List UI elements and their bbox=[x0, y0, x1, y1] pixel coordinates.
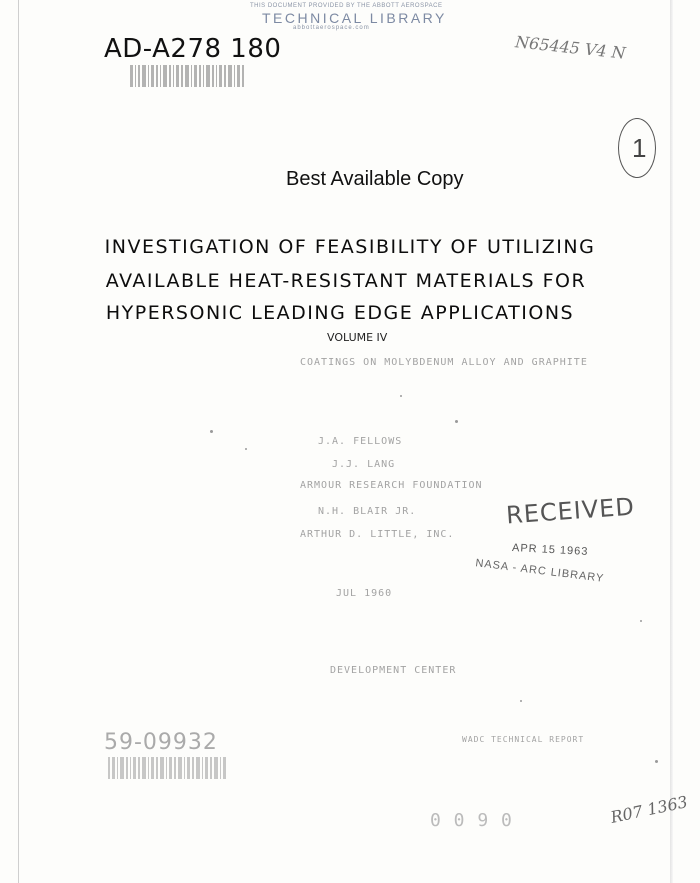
scan-speck bbox=[245, 448, 247, 450]
scan-speck bbox=[455, 420, 458, 423]
title-line-3: HYPERSONIC LEADING EDGE APPLICATIONS bbox=[105, 302, 575, 324]
library-url: abbottaerospace.com bbox=[293, 25, 370, 31]
scan-speck bbox=[210, 430, 213, 433]
scan-speck bbox=[400, 395, 402, 397]
best-available-copy-label: Best Available Copy bbox=[286, 168, 464, 190]
received-stamp: RECEIVED bbox=[505, 492, 636, 530]
handwritten-accession-number: N65445 V4 N bbox=[514, 32, 627, 63]
bottom-document-number: 59-09932 bbox=[104, 730, 218, 755]
ad-number: AD-A278 180 bbox=[104, 34, 282, 64]
scan-speck bbox=[655, 760, 658, 763]
received-stamp-date: APR 15 1963 bbox=[511, 542, 589, 558]
faint-report-label: WADC TECHNICAL REPORT bbox=[462, 735, 585, 744]
title-line-1: INVESTIGATION OF FEASIBILITY OF UTILIZING bbox=[104, 236, 596, 258]
faint-bottom-number: 0 0 9 0 bbox=[430, 810, 513, 831]
handwritten-bottom-note: R07 1363 bbox=[608, 792, 690, 827]
circled-number: 1 bbox=[632, 133, 647, 163]
faint-author-3: N.H. BLAIR JR. bbox=[318, 506, 417, 517]
scan-speck bbox=[520, 700, 522, 702]
faint-subtitle: COATINGS ON MOLYBDENUM ALLOY AND GRAPHITE bbox=[300, 357, 588, 368]
volume-label: VOLUME IV bbox=[327, 331, 388, 344]
faint-date: JUL 1960 bbox=[336, 588, 393, 599]
faint-organization-1: ARMOUR RESEARCH FOUNDATION bbox=[300, 480, 483, 491]
provider-note: THIS DOCUMENT PROVIDED BY THE ABBOTT AEROSPACE bbox=[250, 3, 443, 9]
library-header: TECHNICAL LIBRARY bbox=[262, 10, 447, 26]
page-edge-right bbox=[670, 0, 673, 883]
barcode-bottom bbox=[108, 757, 226, 779]
circled-number-mark bbox=[618, 118, 656, 178]
faint-author-2: J.J. LANG bbox=[332, 459, 396, 470]
page-edge-left bbox=[18, 0, 19, 883]
faint-center: DEVELOPMENT CENTER bbox=[330, 665, 457, 676]
faint-organization-2: ARTHUR D. LITTLE, INC. bbox=[300, 529, 455, 540]
barcode-top bbox=[130, 65, 245, 87]
received-stamp-library: NASA - ARC LIBRARY bbox=[474, 557, 605, 585]
faint-author-1: J.A. FELLOWS bbox=[318, 436, 403, 447]
title-line-2: AVAILABLE HEAT-RESISTANT MATERIALS FOR bbox=[105, 270, 587, 292]
scan-speck bbox=[640, 620, 642, 622]
